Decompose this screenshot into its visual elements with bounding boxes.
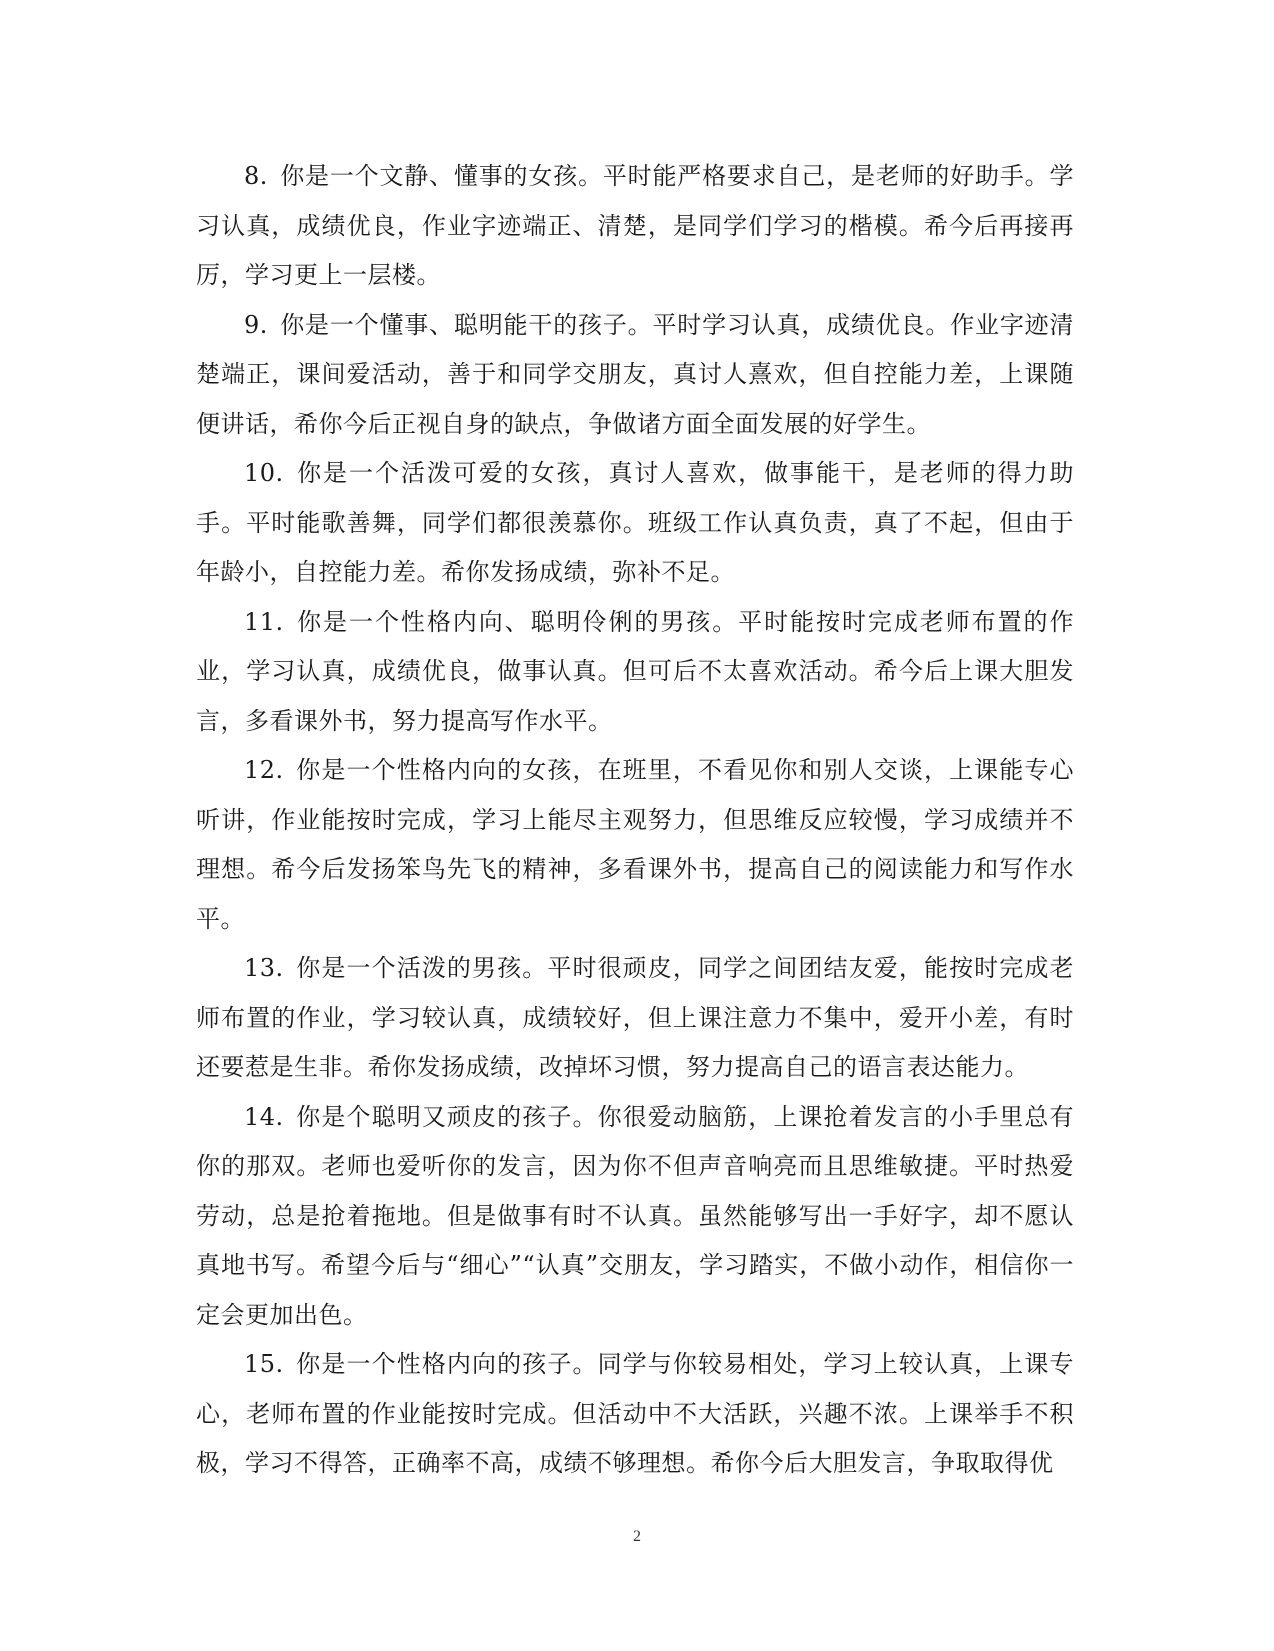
paragraph-number: 8.: [244, 162, 268, 190]
comment-paragraph-11: [196, 598, 1074, 747]
paragraph-text: 你是一个性格内向的孩子。同学与你较易相处，学习上较认真，上课专心，老师布置的作业能按时完成。但活动中不大活跃，兴趣不浓。上课举手不积极，学习不得答，正确率不高，成绩不够理想。希你今后大胆发言，争取取得优: [196, 1350, 1074, 1477]
paragraph-text: 你是一个懂事、聪明能干的孩子。平时学习认真，成绩优良。作业字迹清楚端正，课间爱活动，善于和同学交朋友，真讨人熹欢，但自控能力差，上课随便讲话，希你今后正视自身的缺点，争做诸方面全面发展的好学生。: [196, 310, 1074, 438]
paragraph-text: 你是一个性格内向、聪明伶俐的男孩。平时能按时完成老师布置的作业，学习认真，成绩优良，做事认真。但可后不太喜欢活动。希今后上课大胆发言，多看课外书，努力提高写作水平。: [196, 607, 1074, 735]
paragraph-number: 9.: [244, 310, 268, 339]
comment-paragraph-10: [196, 449, 1074, 598]
paragraph-text: 你是一个活泼的男孩。平时很顽皮，同学之间团结友爱，能按时完成老师布置的作业，学习较认真，成绩较好，但上课注意力不集中，爱开小差，有时还要惹是生非。希你发扬成绩，改掉坏习惯，努力提高自己的语言表达能力。: [196, 954, 1074, 1081]
paragraph-number: 14.: [244, 1102, 284, 1131]
paragraph-number: 10.: [244, 459, 284, 487]
comment-paragraph-8: [196, 152, 1074, 301]
comment-paragraph-14: [196, 1093, 1074, 1341]
paragraph-text: 你是个聪明又顽皮的孩子。你很爱动脑筋，上课抢着发言的小手里总有你的那双。老师也爱听你的发言，因为你不但声音响亮而且思维敏捷。平时热爱劳动，总是抢着拖地。但是做事有时不认真。虽然能够写出一手好字，却不愿认真地书写。希望今后与“细心”“认真”交朋友，学习踏实，不做小动作，相信你一定会更加出色。: [196, 1102, 1074, 1329]
paragraph-text: 你是一个性格内向的女孩，在班里，不看见你和别人交谈，上课能专心听讲，作业能按时完成，学习上能尽主观努力，但思维反应较慢，学习成绩并不理想。希今后发扬笨鸟先飞的精神，多看课外书，提高自己的阅读能力和写作水平。: [196, 756, 1074, 933]
comment-paragraph-13: [196, 944, 1074, 1093]
comment-paragraph-9: [196, 301, 1074, 450]
paragraph-number: 11.: [244, 607, 284, 636]
paragraph-text: 你是一个活泼可爱的女孩，真讨人喜欢，做事能干，是老师的得力助手。平时能歌善舞，同学们都很羡慕你。班级工作认真负责，真了不起，但由于年龄小，自控能力差。希你发扬成绩，弥补不足。: [196, 459, 1074, 586]
comment-paragraph-12: [196, 746, 1074, 944]
paragraph-text: 你是一个文静、懂事的女孩。平时能严格要求自己，是老师的好助手。学习认真，成绩优良，作业字迹端正、清楚，是同学们学习的楷模。希今后再接再厉，学习更上一层楼。: [196, 162, 1074, 289]
document-body: [196, 152, 1074, 1489]
paragraph-number: 13.: [244, 954, 284, 982]
page-number: 2: [633, 1528, 641, 1545]
paragraph-number: 15.: [244, 1350, 284, 1378]
paragraph-number: 12.: [244, 756, 284, 784]
comment-paragraph-15: [196, 1340, 1074, 1489]
